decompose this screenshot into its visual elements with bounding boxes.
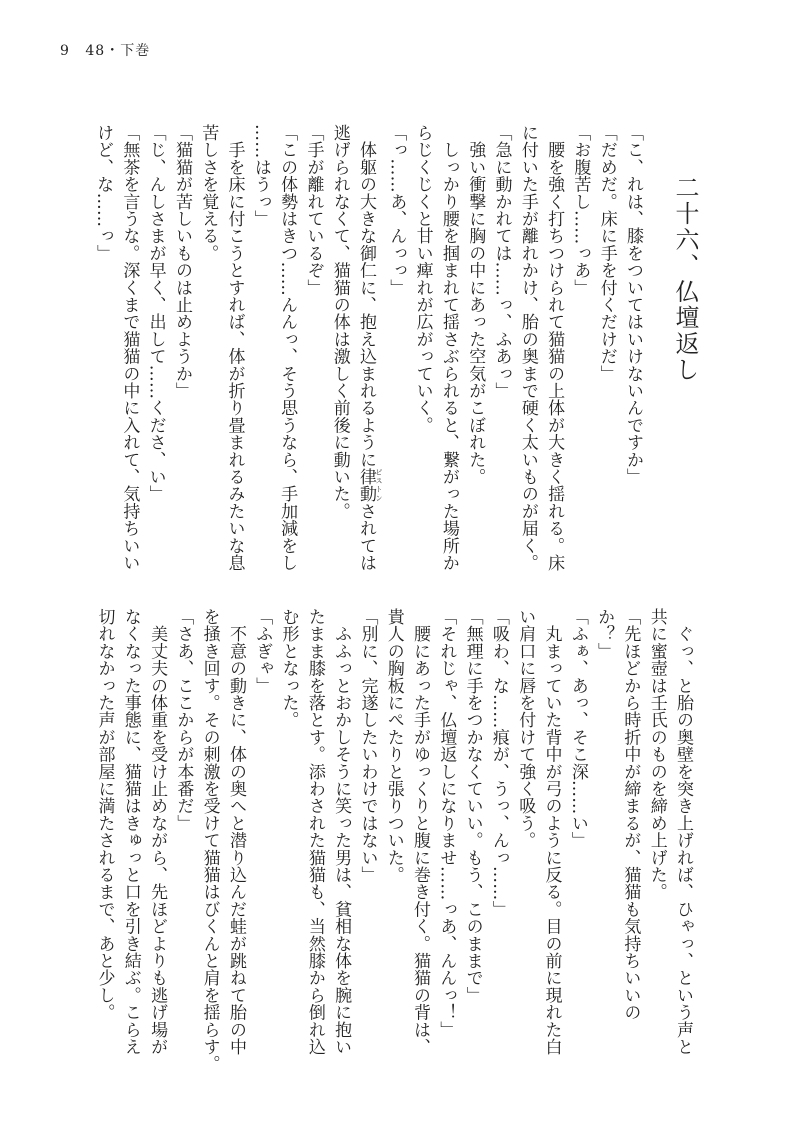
- text-column: に付いた手が離れかけ、胎の奥まで硬く太いものが届く。: [517, 124, 538, 572]
- text-column: [353, 124, 384, 572]
- text-column: 「それじゃ、仏壇返しになりませ……っあ、んんっ！」: [436, 608, 457, 1038]
- text-column: か？」: [594, 608, 615, 660]
- lower-text-tier: [91, 608, 696, 1073]
- text-column: けど、な……っ」: [93, 124, 114, 262]
- text-column: 「じ、んしさまが早く、出して……くださ、い」: [145, 124, 166, 503]
- text-column: 「手が離れているぞ」: [303, 124, 324, 296]
- text-segment: 体躯の大きな御仁に、抱え込まれるように: [356, 124, 377, 468]
- text-column: 「だめだ。床に手を付くだけだ」: [596, 124, 617, 382]
- text-column: 不意の動きに、体の奥へと潜り込んだ蛙が跳ねて胎の中: [225, 608, 246, 1056]
- text-column: 「先ほどから時折中が締まるが、猫猫も気持ちいいの: [620, 608, 641, 1021]
- text-column: ……はうっ」: [250, 124, 271, 228]
- text-column: 共に蜜壺は壬氏のものを締め上げた。: [646, 608, 667, 901]
- text-column: 「吸わ、な……痕が、うっ、んっ……」: [488, 608, 509, 918]
- text-column: 苦しさを覚える。: [198, 124, 219, 262]
- text-column: 手を床に付こうとすれば、体が折り畳まれるみたいな息: [224, 124, 245, 572]
- text-column: たまま膝を落とす。添わされた猫猫も、当然膝から倒れ込: [304, 608, 325, 1056]
- text-column: ふふっとおかしそうに笑った男は、貧相な体を腕に抱い: [331, 608, 352, 1056]
- text-column: 強い衝撃に胸の中にあった空気がこぼれた。: [465, 124, 486, 486]
- chapter-title: 二十六、仏壇返し: [671, 175, 699, 383]
- text-column: しっかり腰を掴まれて揺さぶられると、繋がった場所か: [438, 124, 459, 572]
- text-column: 「無理に手をつかなくていい。もう、このままで」: [462, 608, 483, 1004]
- text-column: 切れなかった声が部屋に満たされるまで、あと少し。: [94, 608, 115, 1021]
- text-column: ぐっ、と胎の奥壁を突き上げれば、ひゃっ、という声と: [673, 608, 693, 1056]
- text-column: 「こ、れは、膝をついてはいけないんですか」: [623, 124, 643, 486]
- text-column: む形となった。: [278, 608, 299, 729]
- text-column: 「お腹苦し……っあ」: [570, 124, 591, 296]
- text-column: 「無茶を言うな。深くまで猫猫の中に入れて、気持ちいい: [119, 124, 140, 572]
- text-column: 「ふぁ、あっ、そこ深……い」: [567, 608, 588, 849]
- text-segment: されては: [356, 502, 377, 572]
- text-column: 丸まっていた背中が弓のように反る。目の前に現れた白: [541, 608, 562, 1056]
- text-column: 「この体勢はきつ……んんっ、そう思うなら、手加減をし: [277, 124, 298, 572]
- running-header: [60, 40, 160, 60]
- section-label: 48・下巻: [85, 43, 151, 59]
- text-column: なくなった事態に、猫猫はきゅっと口を引き結ぶ。こらえ: [120, 608, 141, 1056]
- ruby-base: 律動: [356, 468, 377, 503]
- text-column: 貴人の胸板にぺたりと張りついた。: [383, 608, 404, 884]
- text-column: 「ふぎゃ」: [252, 608, 273, 694]
- text-column: 「猫猫が苦しいものは止めようか」: [171, 124, 192, 400]
- text-column: 「さあ、ここからが本番だ」: [173, 608, 194, 832]
- ruby-annotation: [356, 468, 384, 503]
- text-column: 腰を強く打ちつけられて猫猫の上体が大きく揺れる。床: [544, 124, 565, 572]
- ruby-reading: ピストン: [375, 468, 384, 503]
- text-column: 美丈夫の体重を受け止めながら、先ほどよりも逃げ場が: [147, 608, 168, 1056]
- text-column: 「っ……あ、んっっ」: [386, 124, 407, 296]
- text-column: らじくじくと甘い痺れが広がっていく。: [412, 124, 433, 434]
- page-number: 9: [60, 43, 70, 59]
- text-column: を掻き回す。その刺激を受けて猫猫はびくんと肩を揺らす。: [199, 608, 220, 1073]
- text-column: 「急に動かれては……っ、ふあっ」: [491, 124, 512, 400]
- text-column: 腰にあった手がゆっくりと腹に巻き付く。猫猫の背は、: [410, 608, 431, 1056]
- upper-text-tier: [90, 124, 646, 572]
- text-column: 逃げられなくて、猫猫の体は激しく前後に動いた。: [329, 124, 350, 520]
- text-column: 「別に、完遂したいわけではない」: [357, 608, 378, 884]
- text-column: い肩口に唇を付けて強く吸う。: [515, 608, 536, 849]
